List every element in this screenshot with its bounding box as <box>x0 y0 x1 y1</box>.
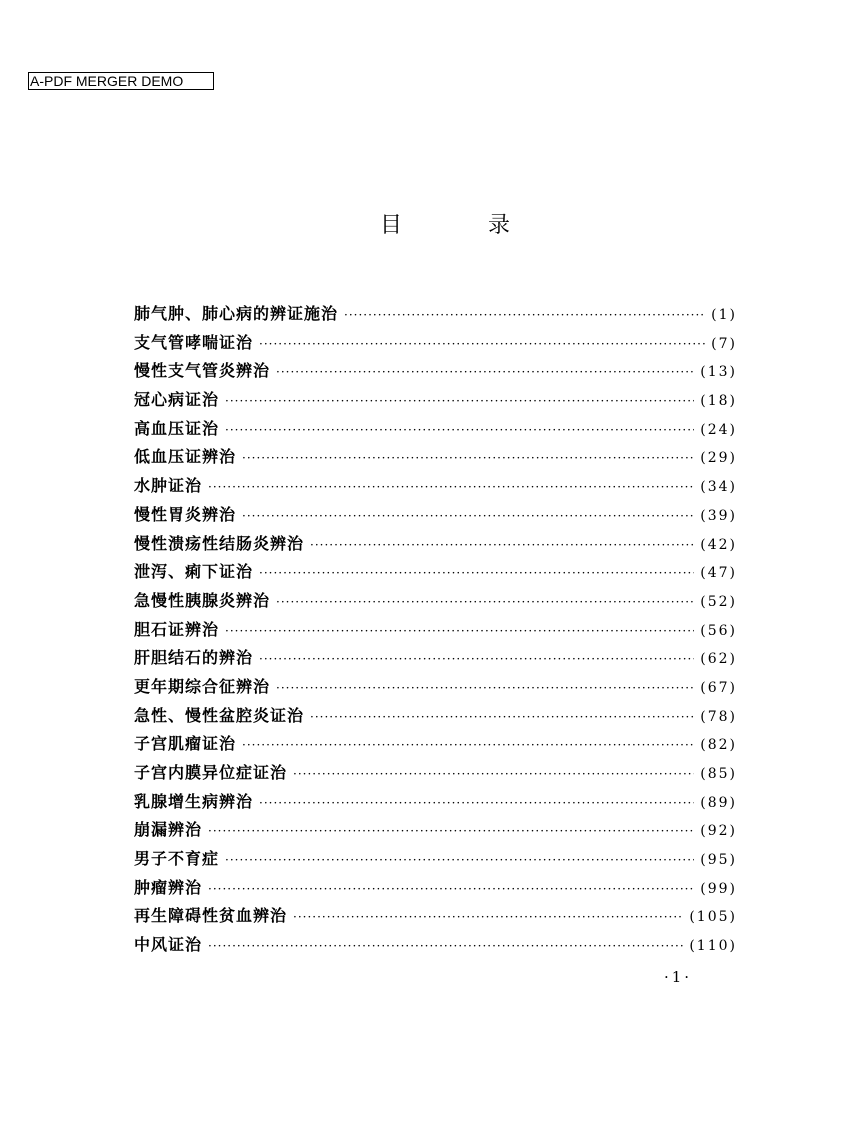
toc-entry-page: (89) <box>700 794 737 811</box>
toc-entry-page: (82) <box>700 737 737 754</box>
dot-leader <box>208 817 694 846</box>
dot-leader <box>225 846 694 875</box>
toc-entry-page: (29) <box>700 450 737 467</box>
dot-leader <box>276 358 694 387</box>
toc-entry[interactable] <box>134 644 737 673</box>
toc-entry-title: 中风证治 <box>134 935 203 955</box>
toc-entry[interactable] <box>134 730 737 759</box>
toc-entry-title: 崩漏辨治 <box>134 820 203 840</box>
dot-leader <box>310 531 694 560</box>
toc-entry-page: (1) <box>711 307 737 323</box>
toc-entry-page: (47) <box>700 565 737 582</box>
dot-leader <box>293 760 694 789</box>
toc-entry[interactable] <box>134 902 737 931</box>
toc-entry-title: 胆石证辨治 <box>134 619 220 639</box>
toc-entry-title: 冠心病证治 <box>134 390 220 410</box>
toc-entry[interactable] <box>134 816 737 845</box>
toc-entry-title: 肝胆结石的辨治 <box>134 648 254 668</box>
toc-entry-page: (39) <box>700 507 737 524</box>
toc-entry-page: (99) <box>700 880 737 897</box>
dot-leader <box>293 903 683 932</box>
toc-entry-title: 慢性支气管炎辨治 <box>134 361 271 381</box>
table-of-contents <box>134 300 737 960</box>
title-char: 目 <box>380 213 403 238</box>
toc-entry-title: 急慢性胰腺炎辨治 <box>134 590 271 610</box>
toc-entry-title: 再生障碍性贫血辨治 <box>134 906 288 926</box>
dot-leader <box>259 559 694 588</box>
toc-entry-page: (56) <box>700 622 737 639</box>
dot-leader <box>242 502 694 531</box>
dot-leader <box>225 416 694 445</box>
title-char: 录 <box>487 213 510 238</box>
toc-entry[interactable] <box>134 300 737 329</box>
dot-leader <box>225 387 694 416</box>
toc-entry-page: (78) <box>700 708 737 725</box>
dot-leader <box>276 674 694 703</box>
toc-entry-title: 急性、慢性盆腔炎证治 <box>134 705 305 725</box>
toc-entry-page: (67) <box>700 679 737 696</box>
toc-entry-page: (92) <box>700 823 737 840</box>
watermark-banner: A-PDF MERGER DEMO <box>28 72 214 90</box>
toc-entry-title: 肿瘤辨治 <box>134 877 203 897</box>
toc-entry-title: 水肿证治 <box>134 476 203 496</box>
toc-entry[interactable] <box>134 874 737 903</box>
toc-entry[interactable] <box>134 587 737 616</box>
dot-leader <box>344 301 705 330</box>
dot-leader <box>259 789 694 818</box>
toc-entry[interactable] <box>134 357 737 386</box>
toc-entry[interactable] <box>134 530 737 559</box>
toc-entry[interactable] <box>134 329 737 358</box>
toc-entry[interactable] <box>134 931 737 960</box>
toc-entry[interactable] <box>134 472 737 501</box>
toc-entry-title: 高血压证治 <box>134 418 220 438</box>
dot-leader <box>208 932 683 961</box>
toc-entry[interactable] <box>134 759 737 788</box>
dot-leader <box>242 444 694 473</box>
toc-entry-page: (52) <box>700 593 737 610</box>
toc-entry[interactable] <box>134 386 737 415</box>
dot-leader <box>208 473 694 502</box>
toc-entry-title: 子宫内膜异位症证治 <box>134 763 288 782</box>
toc-entry-page: (18) <box>700 393 737 410</box>
toc-entry-title: 更年期综合征辨治 <box>134 676 271 696</box>
toc-entry-page: (105) <box>689 909 737 926</box>
toc-entry-title: 慢性溃疡性结肠炎辨治 <box>134 533 305 553</box>
toc-entry[interactable] <box>134 501 737 530</box>
toc-entry[interactable] <box>134 616 737 645</box>
toc-entry-title: 支气管哮喘证治 <box>134 332 254 352</box>
toc-entry-page: (95) <box>700 852 737 869</box>
toc-entry-page: (34) <box>700 479 737 496</box>
toc-entry-title: 乳腺增生病辨治 <box>134 791 254 811</box>
toc-entry[interactable] <box>134 788 737 817</box>
toc-entry[interactable] <box>134 415 737 444</box>
toc-entry-page: (85) <box>700 766 737 782</box>
toc-entry-title: 男子不育症 <box>134 849 220 869</box>
page-number: ·1· <box>664 968 693 986</box>
toc-entry-title: 低血压证辨治 <box>134 447 237 467</box>
dot-leader <box>208 875 694 904</box>
dot-leader <box>259 330 705 359</box>
dot-leader <box>310 703 694 732</box>
dot-leader <box>259 645 694 674</box>
dot-leader <box>242 731 694 760</box>
dot-leader <box>276 588 694 617</box>
toc-entry-page: (110) <box>689 938 737 955</box>
toc-entry-title: 子宫肌瘤证治 <box>134 734 237 754</box>
dot-leader <box>225 617 694 646</box>
toc-entry-title: 泄泻、痢下证治 <box>134 562 254 582</box>
toc-entry-page: (62) <box>700 651 737 668</box>
toc-entry[interactable] <box>134 702 737 731</box>
toc-entry-title: 慢性胃炎辨治 <box>134 504 237 524</box>
page-title <box>380 208 510 239</box>
toc-entry-page: (13) <box>700 364 737 381</box>
toc-entry[interactable] <box>134 558 737 587</box>
toc-entry[interactable] <box>134 443 737 472</box>
toc-entry-page: (42) <box>700 536 737 553</box>
toc-entry[interactable] <box>134 673 737 702</box>
toc-entry[interactable] <box>134 845 737 874</box>
toc-entry-page: (24) <box>700 421 737 438</box>
toc-entry-page: (7) <box>711 335 737 352</box>
toc-entry-title: 肺气肿、肺心病的辨证施治 <box>134 304 339 323</box>
